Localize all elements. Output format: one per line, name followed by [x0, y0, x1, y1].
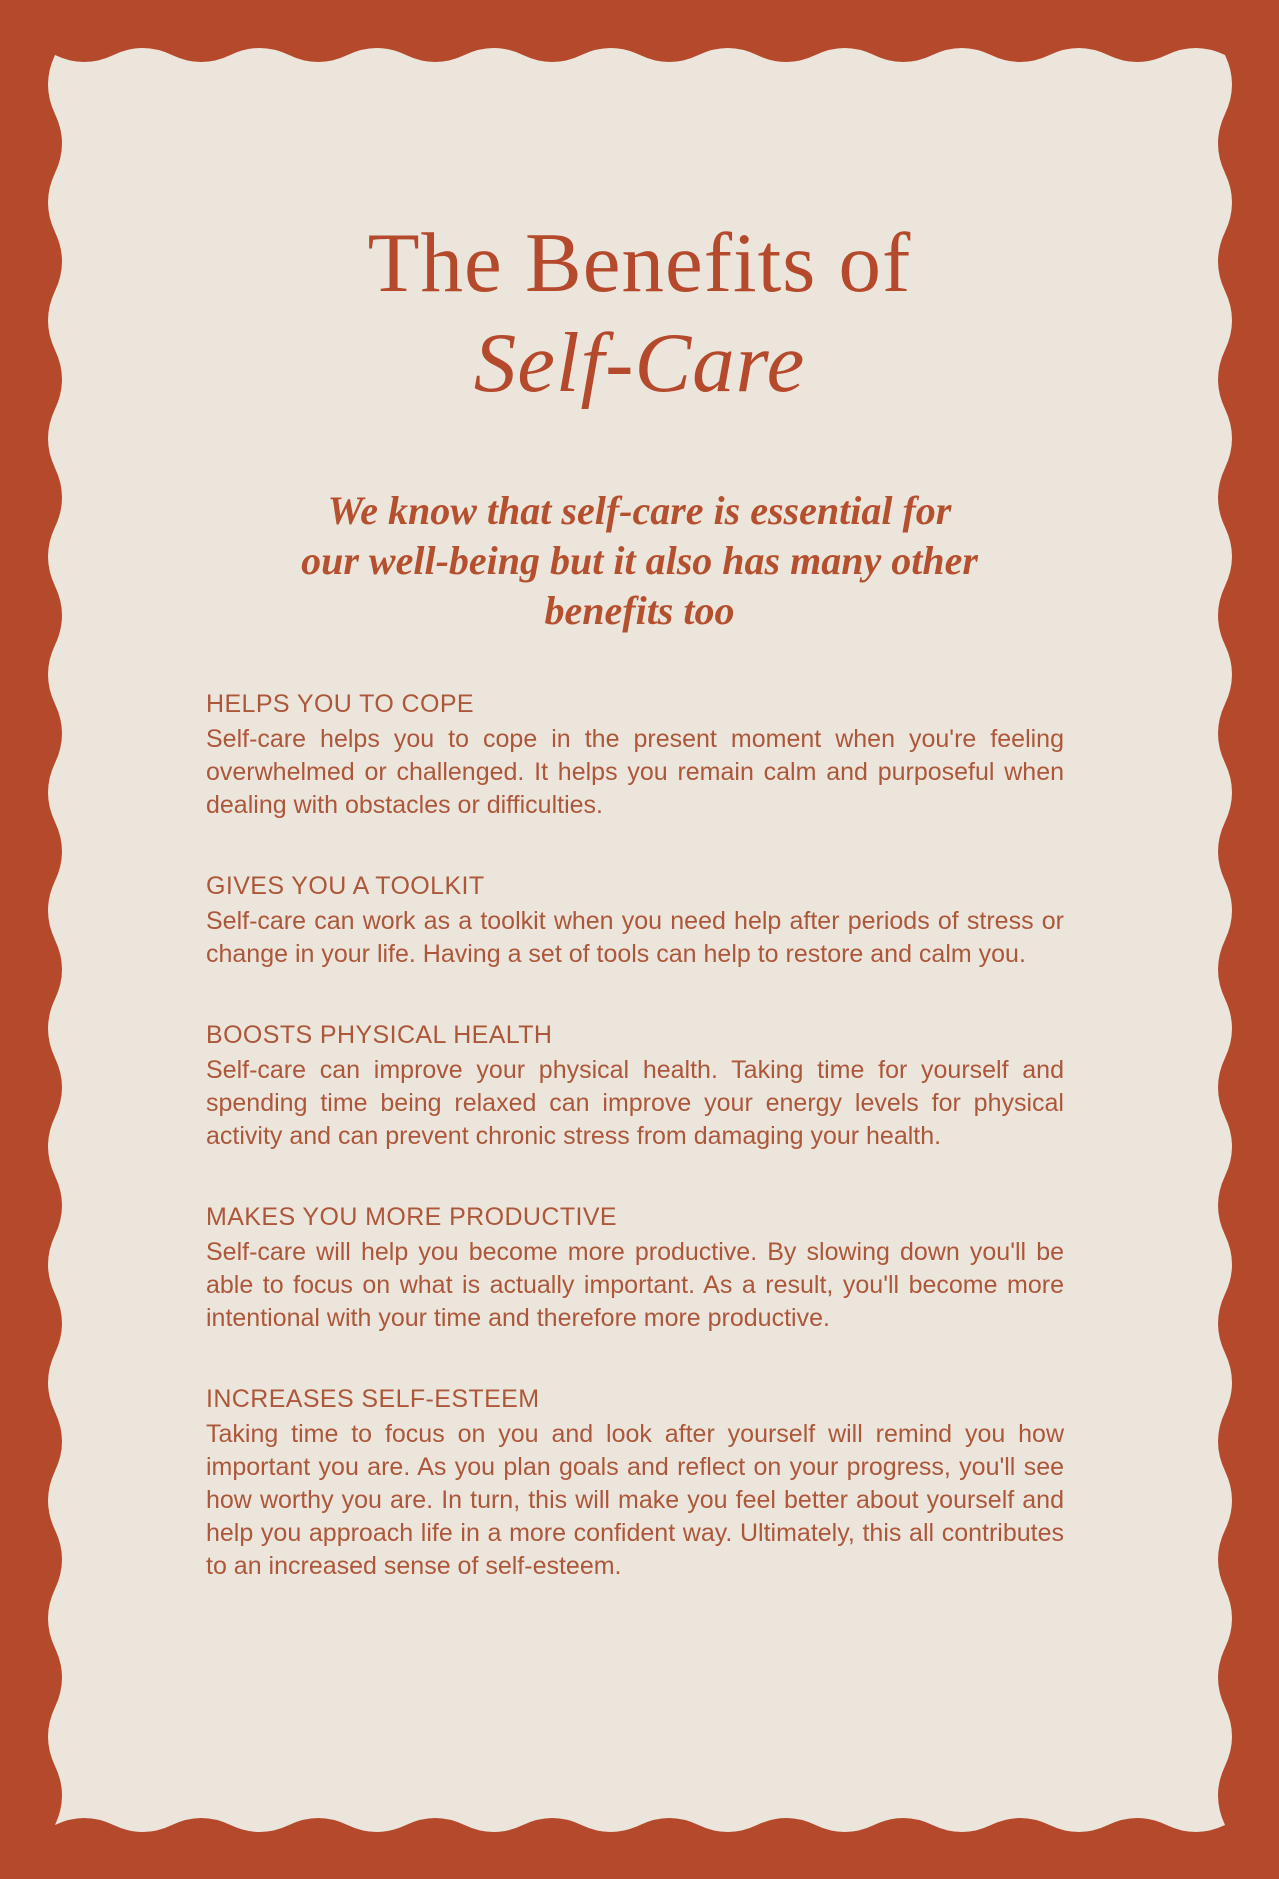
benefit-section-gives-you-a-toolkit — [206, 870, 1064, 971]
subtitle-line-3: benefits too — [544, 588, 735, 633]
title-line-1: The Benefits of — [367, 215, 912, 310]
section-body: Self-care can work as a toolkit when you need help after periods of stress or change in your life. Having a set of tools can help to restore and calm you. — [206, 907, 1064, 968]
benefit-section-helps-you-to-cope — [206, 688, 1064, 822]
poster-title — [0, 213, 1279, 413]
section-body: Self-care will help you become more productive. By slowing down you'll be able to focus on what is actually important. As a result, you'll become more intentional with your time and therefore more productive. — [206, 1238, 1064, 1332]
section-body: Self-care can improve your physical health. Taking time for yourself and spending time being relaxed can improve your energy levels for physical activity and can prevent chronic stress from damaging your health. — [206, 1056, 1064, 1150]
benefit-section-makes-you-more-productive — [206, 1201, 1064, 1335]
title-line-2: Self-Care — [473, 315, 806, 410]
section-body: Self-care helps you to cope in the present moment when you're feeling overwhelmed or challenged. It helps you remain calm and purposeful when dealing with obstacles or difficulties. — [206, 725, 1064, 819]
benefit-sections — [206, 688, 1064, 1583]
benefit-section-increases-self-esteem — [206, 1383, 1064, 1583]
benefit-section-boosts-physical-health — [206, 1019, 1064, 1153]
section-heading: INCREASES SELF-ESTEEM — [206, 1385, 540, 1413]
section-heading: MAKES YOU MORE PRODUCTIVE — [206, 1203, 617, 1231]
subtitle-line-2: our well-being but it also has many other — [301, 538, 978, 583]
section-heading: GIVES YOU A TOOLKIT — [206, 872, 485, 900]
section-heading: BOOSTS PHYSICAL HEALTH — [206, 1021, 553, 1049]
section-heading: HELPS YOU TO COPE — [206, 690, 475, 718]
poster-subtitle — [0, 486, 1279, 636]
section-body: Taking time to focus on you and look after yourself will remind you how important you are. As you plan goals and reflect on your progress, you'll see how worthy you are. In turn, this will make you feel better about yourself and help you approach life in a more confident way. Ultimately, this all contributes to an increased sense of self-esteem. — [206, 1420, 1064, 1580]
subtitle-line-1: We know that self-care is essential for — [327, 488, 952, 533]
